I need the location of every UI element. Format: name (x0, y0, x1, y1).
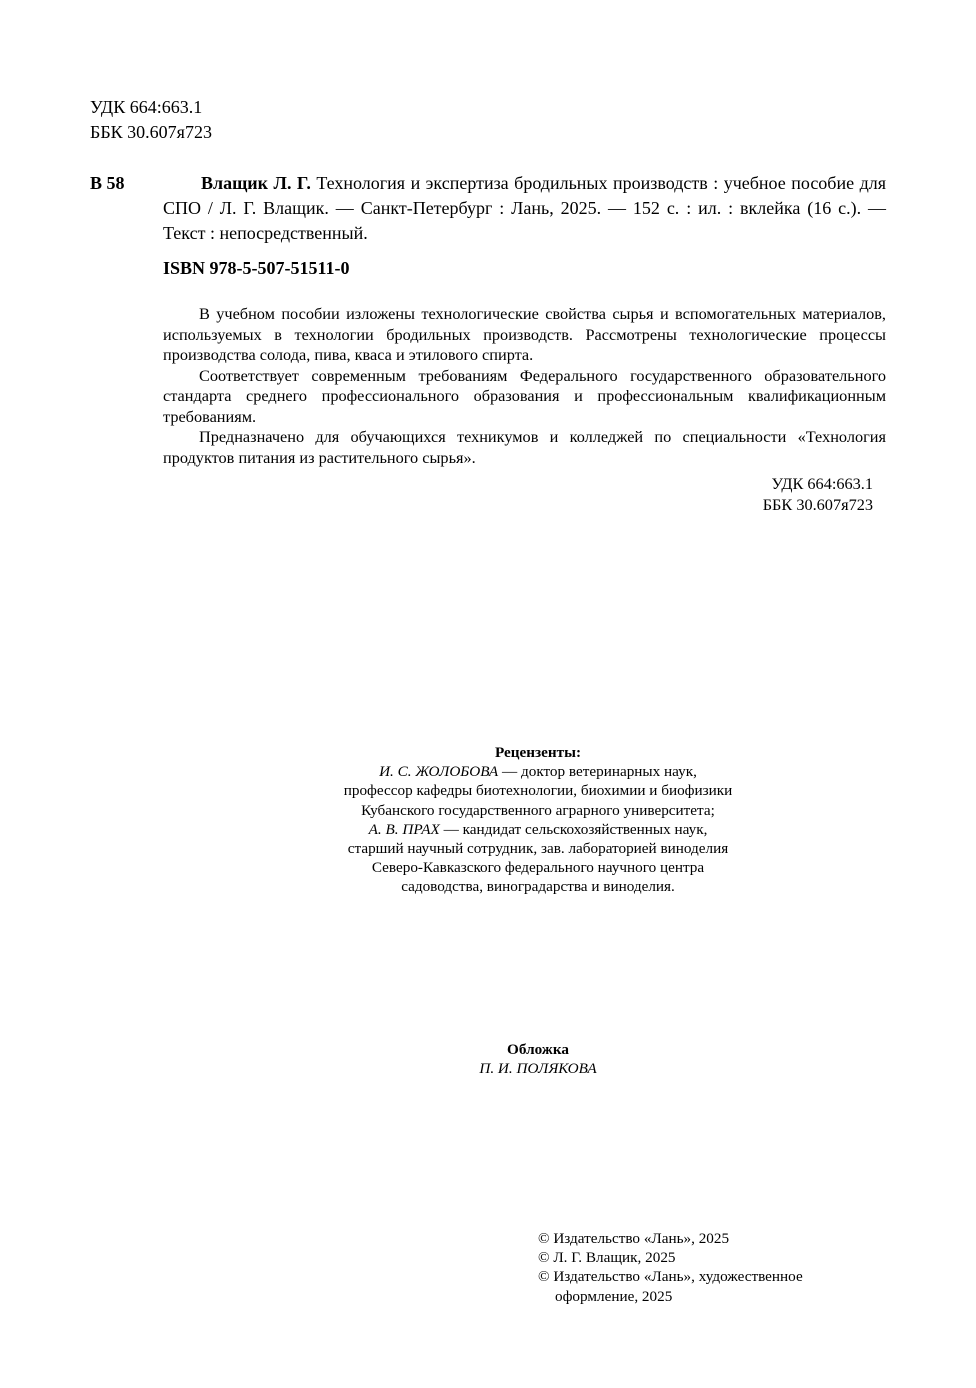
reviewer-2: А. В. ПРАХ — кандидат сельскохозяйственных наук, (368, 820, 708, 838)
abstract-bbk: ББК 30.607я723 (762, 494, 873, 514)
reviewers-heading: Рецензенты: (494, 744, 582, 761)
abstract-paragraph: Соответствует современным требованиям Федерального государственного образовательного стандарта среднего профессионального образования и профессиональным квалификационным требованиям. (163, 365, 886, 426)
bib-code: В 58 (90, 173, 125, 193)
copyright-line: © Л. Г. Влащик, 2025 (538, 1249, 676, 1267)
reviewer-2-org: Северо-Кавказского федерального научного центра (371, 859, 705, 877)
reviewer-2-name: А. В. ПРАХ (368, 820, 440, 838)
reviewer-2-org-cont: садоводства, виноградарства и виноделия. (401, 878, 675, 896)
copyright-line: оформление, 2025 (555, 1287, 673, 1305)
cover-credit (326, 1040, 750, 1078)
reviewer-1-position: профессор кафедры биотехнологии, биохимии и биофизики (343, 782, 733, 800)
reviewer-1-name: И. С. ЖОЛОБОВА (379, 763, 499, 781)
reviewer-2-position: старший научный сотрудник, зав. лабораторией виноделия (347, 840, 729, 858)
copyright-line: © Издательство «Лань», художественное (538, 1268, 803, 1286)
reviewers-block (226, 743, 850, 897)
header-udk: УДК 664:663.1 (90, 97, 203, 117)
copyright-block (538, 1229, 878, 1306)
isbn: ISBN 978-5-507-51511-0 (163, 258, 350, 278)
copyright-line: © Издательство «Лань», 2025 (538, 1230, 730, 1247)
reviewer-1-org: Кубанского государственного аграрного университета; (361, 801, 715, 819)
header-classification (90, 95, 212, 145)
abstract-classification (600, 474, 873, 515)
bib-text: Технология и экспертиза бродильных производств : учебное пособие для СПО / Л. Г. Влащик. — Санкт-Петербург : Лань, 2025. — 152 с. : ил. : вклейка (16 с.). — Текст : непосредственный. (163, 173, 886, 243)
reviewer-1: И. С. ЖОЛОБОВА — доктор ветеринарных наук, (379, 763, 697, 781)
cover-name: П. И. ПОЛЯКОВА (479, 1060, 597, 1078)
bib-author: Влащик Л. Г. (201, 173, 311, 193)
abstract (163, 304, 886, 468)
abstract-udk: УДК 664:663.1 (771, 474, 873, 493)
cover-heading: Обложка (507, 1041, 569, 1058)
abstract-paragraph: Предназначено для обучающихся техникумов и колледжей по специальности «Технология продуктов питания из растительного сырья». (163, 427, 886, 467)
header-bbk: ББК 30.607я723 (90, 122, 212, 142)
abstract-paragraph: В учебном пособии изложены технологические свойства сырья и вспомогательных материалов, используемых в технологии бродильных производств. Рассмотрены технологические процессы производства солода, пива, кваса и этилового спирта. (163, 304, 886, 364)
bib-record (163, 171, 886, 246)
